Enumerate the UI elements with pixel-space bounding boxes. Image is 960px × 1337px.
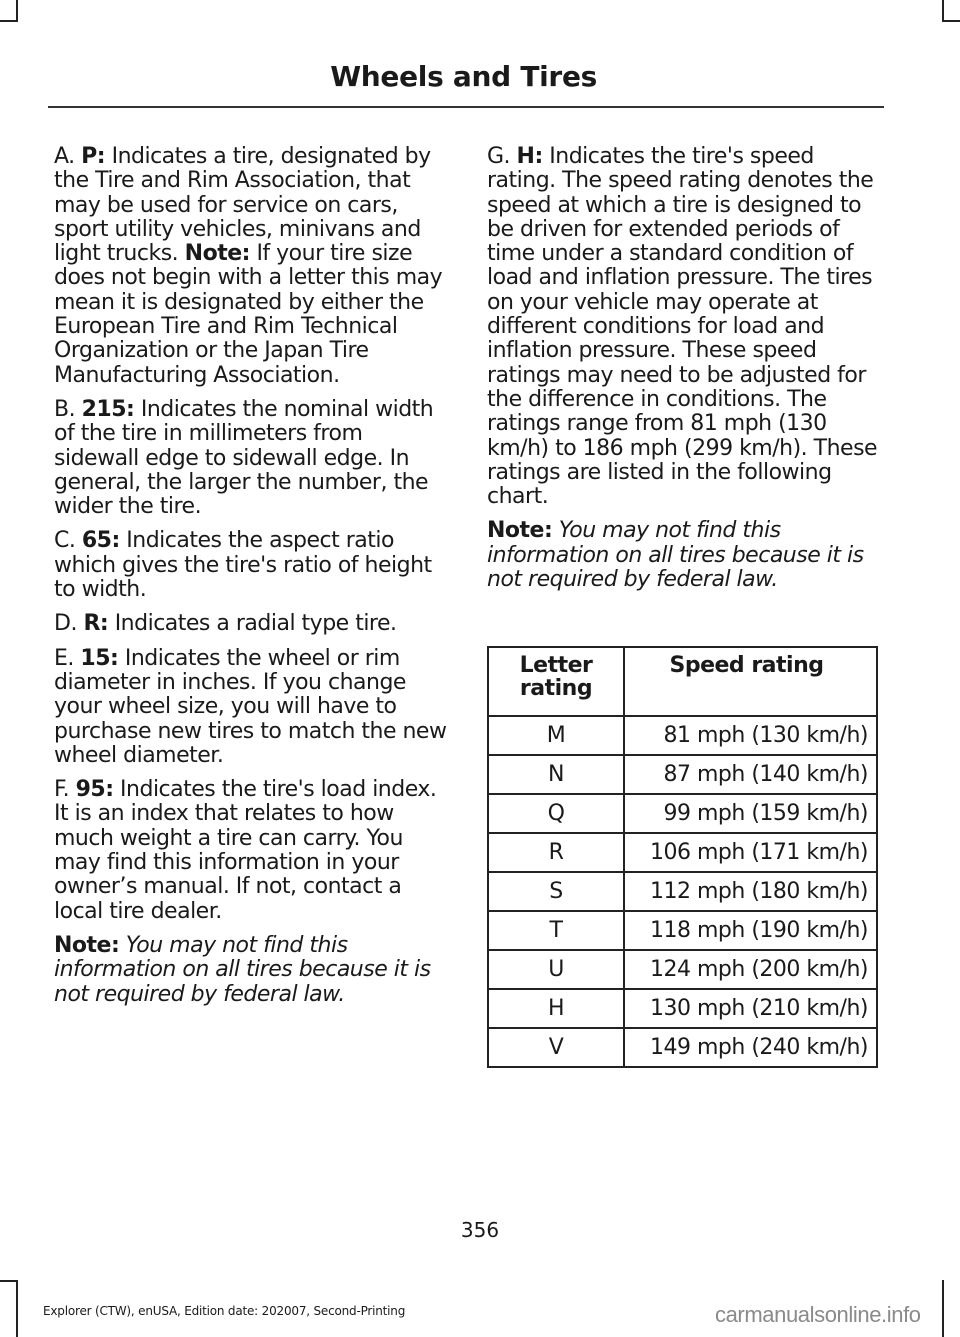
table-row (488, 1028, 877, 1067)
letter-cell: U (488, 950, 624, 989)
table-row (488, 911, 877, 950)
paragraph-c: C. 65: Indicates the aspect ratio which gives the tire's ratio of height to width. (54, 528, 432, 603)
header-speed-rating: Speed rating (624, 647, 877, 716)
paragraph-b: B. 215: Indicates the nominal width of the tire in millimeters from sidewall edge to sidewall edge. In general, the larger the number, the wider the tire. (54, 396, 434, 520)
table-row (488, 950, 877, 989)
table-row (488, 794, 877, 833)
crop-mark (16, 0, 18, 22)
speed-cell: 87 mph (140 km/h) (624, 755, 877, 794)
paragraph-e: E. 15: Indicates the wheel or rim diameter in inches. If you change your wheel size, you will have to purchase new tires to match the new wheel diameter. (54, 645, 447, 768)
paragraph-d: D. R: Indicates a radial type tire. (54, 611, 397, 637)
speed-rating-table (487, 646, 878, 1068)
letter-cell: N (488, 755, 624, 794)
note-left: Note: You may not find this information on all tires because it is not required by federal law. (54, 932, 431, 1007)
letter-cell: Q (488, 794, 624, 833)
crop-mark (16, 1280, 18, 1337)
header-letter-rating: Letter rating (488, 647, 624, 716)
table-row (488, 716, 877, 755)
speed-cell: 149 mph (240 km/h) (624, 1028, 877, 1067)
table-row (488, 755, 877, 794)
speed-cell: 106 mph (171 km/h) (624, 833, 877, 872)
note-right: Note: You may not find this information on all tires because it is not required by federal law. (487, 518, 864, 593)
page-number: 356 (460, 1218, 500, 1242)
letter-cell: V (488, 1028, 624, 1067)
paragraph-a: A. P: Indicates a tire, designated by the Tire and Rim Association, that may be used for service on cars, sport utility vehicles, minivans and light trucks. Note: If your tire size does not begin with a letter this may mean it is designated by either the European Tire and Rim Technical Organization or the Japan Tire Manufacturing Association. (54, 144, 443, 388)
speed-cell: 99 mph (159 km/h) (624, 794, 877, 833)
left-column (54, 145, 448, 1017)
letter-cell: R (488, 833, 624, 872)
table-row (488, 989, 877, 1028)
edition-footer: Explorer (CTW), enUSA, Edition date: 202007, Second-Printing (43, 1304, 406, 1318)
page-title: Wheels and Tires (330, 60, 597, 93)
speed-cell: 81 mph (130 km/h) (624, 716, 877, 755)
paragraph-g: G. H: Indicates the tire's speed rating. The speed rating denotes the speed at which a tire is designed to be driven for extended periods of time under a standard condition of load and inflation pressure. The tires on your vehicle may operate at different conditions for load and inflation pressure. These speed ratings may need to be adjusted for the difference in conditions. The ratings range from 81 mph (130 km/h) to 186 mph (299 km/h). These ratings are listed in the following chart. (487, 144, 878, 510)
speed-cell: 130 mph (210 km/h) (624, 989, 877, 1028)
letter-cell: S (488, 872, 624, 911)
speed-cell: 112 mph (180 km/h) (624, 872, 877, 911)
crop-mark (0, 20, 18, 22)
table-row (488, 872, 877, 911)
letter-cell: T (488, 911, 624, 950)
letter-cell: H (488, 989, 624, 1028)
right-column (487, 145, 880, 602)
paragraph-f: F. 95: Indicates the tire's load index. It is an index that relates to how much weight a tire can carry. You may find this information in your owner’s manual. If not, contact a local tire dealer. (54, 777, 437, 924)
crop-mark (0, 1280, 18, 1282)
letter-cell: M (488, 716, 624, 755)
header-rule (48, 106, 884, 108)
speed-cell: 124 mph (200 km/h) (624, 950, 877, 989)
crop-mark (942, 0, 944, 22)
watermark-link[interactable]: carmanualsonline.info (715, 1302, 921, 1327)
table-row (488, 833, 877, 872)
speed-cell: 118 mph (190 km/h) (624, 911, 877, 950)
crop-mark (942, 1280, 944, 1337)
crop-mark (942, 20, 960, 22)
table-header-row (488, 647, 877, 716)
